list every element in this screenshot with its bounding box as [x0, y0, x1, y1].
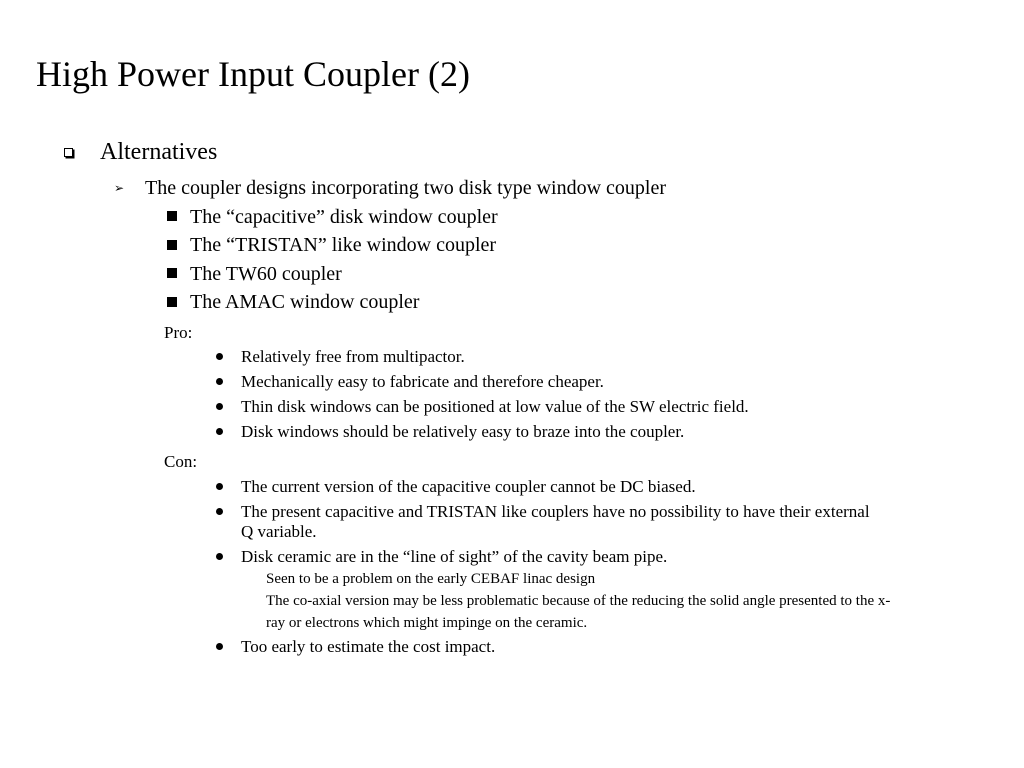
con-item: The present capacitive and TRISTAN like couplers have no possibility to have their external [241, 502, 870, 521]
slide-title: High Power Input Coupler (2) [36, 54, 470, 94]
pro-item: Thin disk windows can be positioned at low value of the SW electric field. [241, 397, 749, 416]
con-item: The current version of the capacitive coupler cannot be DC biased. [241, 477, 696, 496]
con-item: Disk ceramic are in the “line of sight” of the cavity beam pipe. [241, 547, 668, 566]
design-item: The TW60 coupler [190, 263, 342, 285]
round-bullet-icon [216, 553, 223, 560]
filled-square-bullet-icon [167, 211, 177, 221]
con-subnote: ray or electrons which might impinge on the ceramic. [266, 615, 588, 631]
pro-item: Relatively free from multipactor. [241, 347, 465, 366]
design-item: The AMAC window coupler [190, 291, 420, 313]
round-bullet-icon [216, 428, 223, 435]
round-bullet-icon [216, 378, 223, 385]
filled-square-bullet-icon [167, 297, 177, 307]
pro-item: Disk windows should be relatively easy to braze into the coupler. [241, 422, 685, 441]
arrow-bullet-icon: ➢ [114, 181, 125, 195]
con-subnote: Seen to be a problem on the early CEBAF linac design [266, 571, 596, 587]
design-item: The “TRISTAN” like window coupler [190, 234, 497, 256]
hollow-square-bullet-icon [64, 148, 73, 157]
filled-square-bullet-icon [167, 240, 177, 250]
round-bullet-icon [216, 483, 223, 490]
bullet-alternatives: Alternatives [100, 139, 218, 165]
con-item: Too early to estimate the cost impact. [241, 637, 496, 656]
design-item: The “capacitive” disk window coupler [190, 206, 498, 228]
bullet-coupler-designs: The coupler designs incorporating two disk type window coupler [145, 177, 666, 199]
round-bullet-icon [216, 403, 223, 410]
round-bullet-icon [216, 508, 223, 515]
filled-square-bullet-icon [167, 268, 177, 278]
pro-item: Mechanically easy to fabricate and therefore cheaper. [241, 372, 604, 391]
con-subnote: The co-axial version may be less problematic because of the reducing the solid angle presented to the x- [266, 593, 891, 609]
con-label: Con: [164, 452, 198, 471]
round-bullet-icon [216, 643, 223, 650]
con-item-continuation: Q variable. [241, 522, 317, 541]
round-bullet-icon [216, 353, 223, 360]
pro-label: Pro: [164, 323, 193, 342]
